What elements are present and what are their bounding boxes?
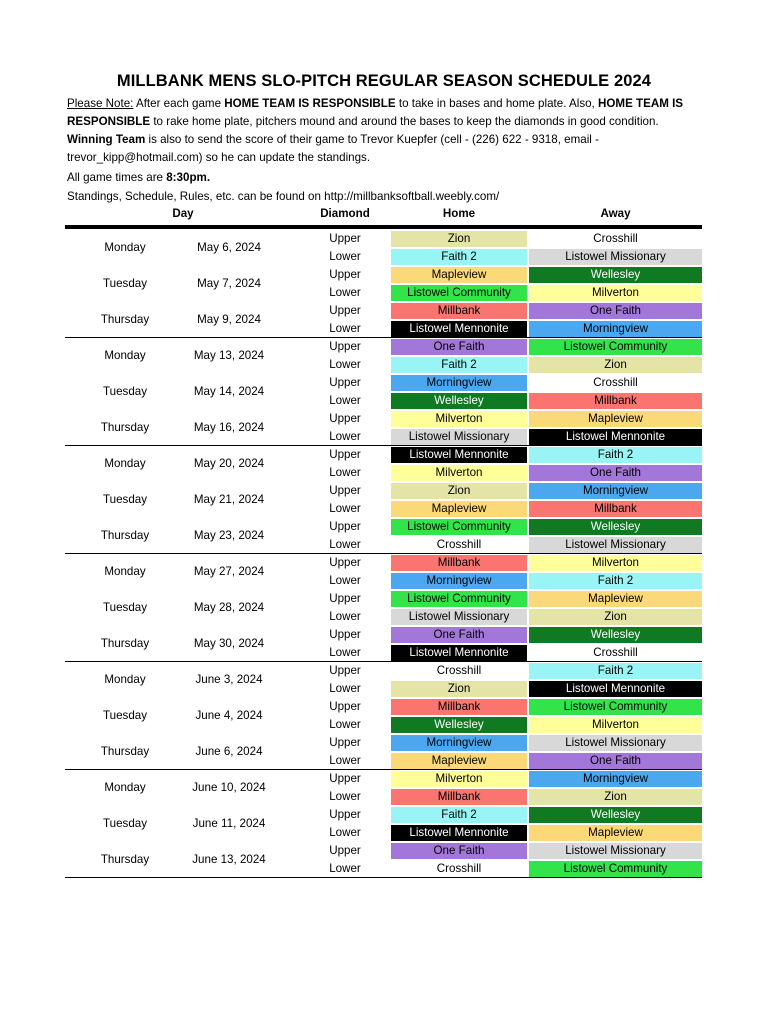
diamond-label: Lower <box>329 682 361 695</box>
date-label: May 20, 2024 <box>193 457 265 470</box>
day-label: Monday <box>104 673 146 686</box>
away-team-cell: Listowel Mennonite <box>529 681 702 697</box>
home-team-cell: Mapleview <box>391 267 527 283</box>
date-label: June 11, 2024 <box>192 817 266 830</box>
away-team-cell: Faith 2 <box>529 573 702 589</box>
away-team-cell: Crosshill <box>529 645 702 661</box>
diamond-label: Lower <box>329 610 361 623</box>
day-label: Tuesday <box>102 601 148 614</box>
home-team-cell: Morningview <box>391 735 527 751</box>
diamond-label: Lower <box>329 502 361 515</box>
home-team-cell: Listowel Mennonite <box>391 447 527 463</box>
date-label: May 14, 2024 <box>193 385 265 398</box>
home-team-cell: Faith 2 <box>391 807 527 823</box>
date-label: June 3, 2024 <box>195 673 263 686</box>
diamond-label: Lower <box>329 862 361 875</box>
home-team-cell: Listowel Mennonite <box>391 321 527 337</box>
away-team-cell: Millbank <box>529 501 702 517</box>
date-label: June 4, 2024 <box>195 709 263 722</box>
table-bottom-rule <box>65 877 702 878</box>
away-team-cell: Wellesley <box>529 627 702 643</box>
away-team-cell: Crosshill <box>529 231 702 247</box>
away-team-cell: Listowel Missionary <box>529 735 702 751</box>
diamond-label: Lower <box>329 646 361 659</box>
date-label: May 28, 2024 <box>193 601 265 614</box>
day-label: Monday <box>104 241 146 254</box>
home-team-cell: Crosshill <box>391 663 527 679</box>
note-emphasis: HOME TEAM IS <box>598 97 684 110</box>
home-team-cell: Wellesley <box>391 717 527 733</box>
diamond-label: Lower <box>329 250 361 263</box>
away-team-cell: Listowel Missionary <box>529 249 702 265</box>
diamond-label: Lower <box>329 826 361 839</box>
home-team-cell: Morningview <box>391 573 527 589</box>
note-text: All game times are <box>67 171 167 184</box>
day-label: Tuesday <box>102 709 148 722</box>
home-team-cell: Listowel Missionary <box>391 429 527 445</box>
away-team-cell: Wellesley <box>529 807 702 823</box>
home-team-cell: One Faith <box>391 339 527 355</box>
date-label: May 21, 2024 <box>193 493 265 506</box>
home-team-cell: Millbank <box>391 789 527 805</box>
home-team-cell: Millbank <box>391 303 527 319</box>
date-label: May 16, 2024 <box>193 421 265 434</box>
away-team-cell: Faith 2 <box>529 663 702 679</box>
day-label: Monday <box>104 781 146 794</box>
diamond-label: Upper <box>329 520 361 533</box>
diamond-label: Upper <box>329 736 361 749</box>
away-team-cell: Zion <box>529 357 702 373</box>
home-team-cell: Zion <box>391 681 527 697</box>
day-label: Tuesday <box>102 385 148 398</box>
home-team-cell: One Faith <box>391 843 527 859</box>
diamond-label: Upper <box>329 844 361 857</box>
header-day: Day <box>172 207 194 220</box>
note-emphasis: Winning Team <box>67 133 146 146</box>
home-team-cell: Faith 2 <box>391 357 527 373</box>
date-label: May 7, 2024 <box>197 277 261 290</box>
diamond-label: Upper <box>329 664 361 677</box>
away-team-cell: Listowel Missionary <box>529 843 702 859</box>
header-away: Away <box>600 207 631 220</box>
day-label: Thursday <box>100 853 150 866</box>
day-label: Tuesday <box>102 277 148 290</box>
date-label: June 6, 2024 <box>195 745 263 758</box>
diamond-label: Lower <box>329 718 361 731</box>
home-team-cell: Mapleview <box>391 753 527 769</box>
diamond-label: Upper <box>329 700 361 713</box>
day-label: Tuesday <box>102 493 148 506</box>
home-team-cell: Listowel Missionary <box>391 609 527 625</box>
away-team-cell: Listowel Community <box>529 861 702 877</box>
away-team-cell: Wellesley <box>529 519 702 535</box>
note-emphasis: HOME TEAM IS RESPONSIBLE <box>224 97 396 110</box>
home-team-cell: Milverton <box>391 411 527 427</box>
day-label: Thursday <box>100 313 150 326</box>
away-team-cell: Milverton <box>529 555 702 571</box>
home-team-cell: Millbank <box>391 555 527 571</box>
diamond-label: Upper <box>329 340 361 353</box>
away-team-cell: One Faith <box>529 465 702 481</box>
diamond-label: Upper <box>329 232 361 245</box>
away-team-cell: Faith 2 <box>529 447 702 463</box>
date-label: May 13, 2024 <box>193 349 265 362</box>
diamond-label: Upper <box>329 628 361 641</box>
page-title: MILLBANK MENS SLO-PITCH REGULAR SEASON SCHEDULE 2024 <box>116 72 652 90</box>
note-label: Please Note: <box>67 97 134 110</box>
away-team-cell: Mapleview <box>529 411 702 427</box>
note-line-4: trevor_kipp@hotmail.com) so he can update the standings. <box>67 151 371 164</box>
day-label: Monday <box>104 349 146 362</box>
diamond-label: Lower <box>329 394 361 407</box>
day-label: Monday <box>104 565 146 578</box>
away-team-cell: Morningview <box>529 483 702 499</box>
home-team-cell: Mapleview <box>391 501 527 517</box>
note-line-6: Standings, Schedule, Rules, etc. can be found on http://millbanksoftball.weebly.com/ <box>67 190 500 203</box>
diamond-label: Upper <box>329 772 361 785</box>
home-team-cell: Listowel Community <box>391 285 527 301</box>
away-team-cell: One Faith <box>529 303 702 319</box>
away-team-cell: Mapleview <box>529 591 702 607</box>
header-diamond: Diamond <box>320 207 370 220</box>
diamond-label: Upper <box>329 556 361 569</box>
away-team-cell: Mapleview <box>529 825 702 841</box>
day-label: Thursday <box>100 421 150 434</box>
diamond-label: Lower <box>329 286 361 299</box>
diamond-label: Lower <box>329 754 361 767</box>
away-team-cell: Morningview <box>529 771 702 787</box>
note-text: to take in bases and home plate. Also, <box>395 97 599 110</box>
home-team-cell: One Faith <box>391 627 527 643</box>
home-team-cell: Listowel Mennonite <box>391 825 527 841</box>
header-home: Home <box>442 207 476 220</box>
home-team-cell: Wellesley <box>391 393 527 409</box>
game-time: 8:30pm. <box>166 171 211 184</box>
home-team-cell: Milverton <box>391 771 527 787</box>
date-label: May 9, 2024 <box>197 313 261 326</box>
away-team-cell: Zion <box>529 609 702 625</box>
diamond-label: Upper <box>329 412 361 425</box>
home-team-cell: Crosshill <box>391 861 527 877</box>
diamond-label: Upper <box>329 592 361 605</box>
away-team-cell: Milverton <box>529 717 702 733</box>
date-label: May 30, 2024 <box>193 637 265 650</box>
diamond-label: Upper <box>329 484 361 497</box>
diamond-label: Lower <box>329 430 361 443</box>
home-team-cell: Listowel Community <box>391 519 527 535</box>
diamond-label: Lower <box>329 538 361 551</box>
away-team-cell: Crosshill <box>529 375 702 391</box>
diamond-label: Lower <box>329 322 361 335</box>
diamond-label: Upper <box>329 304 361 317</box>
day-label: Monday <box>104 457 146 470</box>
home-team-cell: Millbank <box>391 699 527 715</box>
note-text: After each game <box>133 97 225 110</box>
date-label: May 6, 2024 <box>197 241 261 254</box>
away-team-cell: Listowel Missionary <box>529 537 702 553</box>
away-team-cell: Zion <box>529 789 702 805</box>
date-label: June 13, 2024 <box>192 853 266 866</box>
diamond-label: Lower <box>329 790 361 803</box>
date-label: May 27, 2024 <box>193 565 265 578</box>
away-team-cell: Morningview <box>529 321 702 337</box>
away-team-cell: One Faith <box>529 753 702 769</box>
away-team-cell: Wellesley <box>529 267 702 283</box>
away-team-cell: Listowel Community <box>529 339 702 355</box>
diamond-label: Lower <box>329 574 361 587</box>
day-label: Tuesday <box>102 817 148 830</box>
home-team-cell: Milverton <box>391 465 527 481</box>
home-team-cell: Faith 2 <box>391 249 527 265</box>
day-label: Thursday <box>100 529 150 542</box>
note-emphasis: RESPONSIBLE <box>67 115 151 128</box>
home-team-cell: Listowel Community <box>391 591 527 607</box>
diamond-label: Upper <box>329 376 361 389</box>
away-team-cell: Millbank <box>529 393 702 409</box>
date-label: June 10, 2024 <box>192 781 266 794</box>
diamond-label: Lower <box>329 358 361 371</box>
home-team-cell: Zion <box>391 231 527 247</box>
home-team-cell: Crosshill <box>391 537 527 553</box>
date-label: May 23, 2024 <box>193 529 265 542</box>
diamond-label: Upper <box>329 808 361 821</box>
diamond-label: Lower <box>329 466 361 479</box>
home-team-cell: Listowel Mennonite <box>391 645 527 661</box>
day-label: Thursday <box>100 637 150 650</box>
away-team-cell: Listowel Mennonite <box>529 429 702 445</box>
day-label: Thursday <box>100 745 150 758</box>
note-text: to rake home plate, pitchers mound and around the bases to keep the diamonds in good condition. <box>150 115 659 128</box>
diamond-label: Upper <box>329 268 361 281</box>
home-team-cell: Morningview <box>391 375 527 391</box>
note-text: is also to send the score of their game to Trevor Kuepfer (cell - (226) 622 - 9318, email - <box>145 133 599 146</box>
home-team-cell: Zion <box>391 483 527 499</box>
diamond-label: Upper <box>329 448 361 461</box>
away-team-cell: Listowel Community <box>529 699 702 715</box>
away-team-cell: Milverton <box>529 285 702 301</box>
